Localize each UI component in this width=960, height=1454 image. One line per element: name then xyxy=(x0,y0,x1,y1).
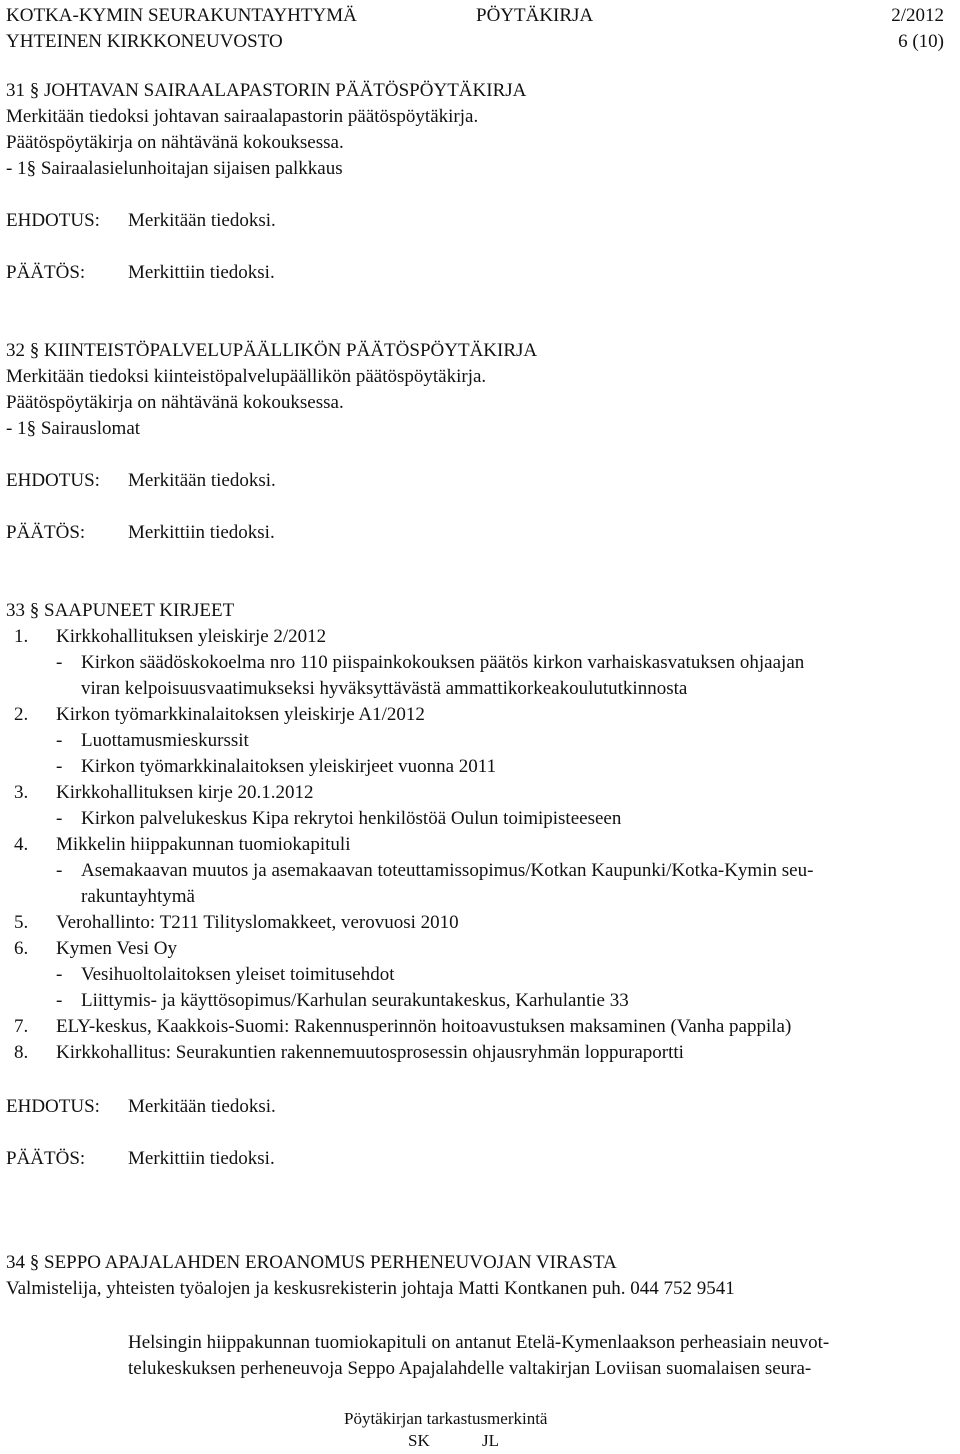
item-text: ELY-keskus, Kaakkois-Suomi: Rakennusperinnön hoitoavustuksen maksaminen (Vanha pappila) xyxy=(56,1016,792,1037)
section-31-ehdotus-text: Merkitään tiedoksi. xyxy=(128,210,276,231)
page-number: 6 (10) xyxy=(898,31,944,52)
item-text: Verohallinto: T211 Tilityslomakkeet, verovuosi 2010 xyxy=(56,912,459,933)
footer-initials-1: SK xyxy=(408,1431,430,1450)
item-number: 8. xyxy=(14,1042,29,1063)
item-number: 4. xyxy=(14,834,29,855)
item-dash: - xyxy=(56,652,63,673)
section-32-line-1: Merkitään tiedoksi kiinteistöpalvelupäällikön päätöspöytäkirja. xyxy=(6,366,487,387)
section-31-ehdotus-label: EHDOTUS: xyxy=(6,210,100,231)
section-34-paragraph-line-2: telukeskuksen perheneuvoja Seppo Apajalahdelle valtakirjan Loviisan suomalaisen seura- xyxy=(128,1358,812,1379)
item-text: Luottamusmieskurssit xyxy=(81,730,249,751)
item-text: Mikkelin hiippakunnan tuomiokapituli xyxy=(56,834,351,855)
item-number: 5. xyxy=(14,912,29,933)
item-dash: - xyxy=(56,964,63,985)
item-number: 2. xyxy=(14,704,29,725)
section-33-title: 33 § SAAPUNEET KIRJEET xyxy=(6,600,235,621)
item-dash: - xyxy=(56,808,63,829)
section-32-paatos-label: PÄÄTÖS: xyxy=(6,522,86,543)
section-31-line-2: Päätöspöytäkirja on nähtävänä kokouksessa. xyxy=(6,132,344,153)
item-text: Asemakaavan muutos ja asemakaavan toteuttamissopimus/Kotkan Kaupunki/Kotka-Kymin seu- xyxy=(81,860,814,881)
section-34-preparer: Valmistelija, yhteisten työalojen ja keskusrekisterin johtaja Matti Kontkanen puh. 044 752 9541 xyxy=(6,1278,735,1299)
section-31-item: - 1§ Sairaalasielunhoitajan sijaisen palkkaus xyxy=(6,158,343,179)
item-dash: - xyxy=(56,990,63,1011)
section-33-ehdotus-text: Merkitään tiedoksi. xyxy=(128,1096,276,1117)
section-32-line-2: Päätöspöytäkirja on nähtävänä kokouksessa. xyxy=(6,392,344,413)
item-number: 1. xyxy=(14,626,29,647)
section-31-line-1: Merkitään tiedoksi johtavan sairaalapastorin päätöspöytäkirja. xyxy=(6,106,479,127)
item-number: 7. xyxy=(14,1016,29,1037)
header-row-1 xyxy=(6,3,950,29)
body-name: YHTEINEN KIRKKONEUVOSTO xyxy=(6,31,283,52)
section-33-paatos-label: PÄÄTÖS: xyxy=(6,1148,86,1169)
item-number: 6. xyxy=(14,938,29,959)
item-text: Kymen Vesi Oy xyxy=(56,938,178,959)
doc-number: 2/2012 xyxy=(891,5,944,26)
item-text: Kirkon työmarkkinalaitoksen yleiskirjeet vuonna 2011 xyxy=(81,756,497,777)
item-dash: - xyxy=(56,730,63,751)
item-text: Vesihuoltolaitoksen yleiset toimitusehdot xyxy=(81,964,395,985)
footer-initials-2: JL xyxy=(482,1431,499,1450)
item-dash: - xyxy=(56,756,63,777)
item-text: Liittymis- ja käyttösopimus/Karhulan seurakuntakeskus, Karhulantie 33 xyxy=(81,990,629,1011)
doc-type: PÖYTÄKIRJA xyxy=(476,5,594,26)
item-number: 3. xyxy=(14,782,29,803)
section-32-title: 32 § KIINTEISTÖPALVELUPÄÄLLIKÖN PÄÄTÖSPÖYTÄKIRJA xyxy=(6,340,538,361)
footer-label: Pöytäkirjan tarkastusmerkintä xyxy=(344,1409,548,1428)
section-31-paatos-label: PÄÄTÖS: xyxy=(6,262,86,283)
section-31-paatos-text: Merkittiin tiedoksi. xyxy=(128,262,275,283)
item-text: Kirkkohallitus: Seurakuntien rakennemuutosprosessin ohjausryhmän loppuraportti xyxy=(56,1042,684,1063)
header-row-2 xyxy=(6,29,950,55)
section-34-paragraph-line-1: Helsingin hiippakunnan tuomiokapituli on antanut Etelä-Kymenlaakson perheasiain neuvot- xyxy=(128,1332,830,1353)
item-text: Kirkkohallituksen yleiskirje 2/2012 xyxy=(56,626,327,647)
section-32-ehdotus-text: Merkitään tiedoksi. xyxy=(128,470,276,491)
section-32-item: - 1§ Sairauslomat xyxy=(6,418,141,439)
section-32-paatos-text: Merkittiin tiedoksi. xyxy=(128,522,275,543)
item-text: Kirkkohallituksen kirje 20.1.2012 xyxy=(56,782,314,803)
org-name: KOTKA-KYMIN SEURAKUNTAYHTYMÄ xyxy=(6,5,357,26)
item-text: Kirkon palvelukeskus Kipa rekrytoi henkilöstöä Oulun toimipisteeseen xyxy=(81,808,622,829)
section-32-ehdotus-label: EHDOTUS: xyxy=(6,470,100,491)
item-dash: - xyxy=(56,860,63,881)
item-text: Kirkon säädöskokoelma nro 110 piispainkokouksen päätös kirkon varhaiskasvatuksen ohjaajan xyxy=(81,652,805,673)
item-text: viran kelpoisuusvaatimukseksi hyväksyttävästä ammattikorkeakoulututkinnosta xyxy=(81,678,688,699)
section-34-title: 34 § SEPPO APAJALAHDEN EROANOMUS PERHENEUVOJAN VIRASTA xyxy=(6,1252,617,1273)
section-33-paatos-text: Merkittiin tiedoksi. xyxy=(128,1148,275,1169)
section-33-ehdotus-label: EHDOTUS: xyxy=(6,1096,100,1117)
item-text: rakuntayhtymä xyxy=(81,886,195,907)
item-text: Kirkon työmarkkinalaitoksen yleiskirje A1/2012 xyxy=(56,704,425,725)
section-31-title: 31 § JOHTAVAN SAIRAALAPASTORIN PÄÄTÖSPÖYTÄKIRJA xyxy=(6,80,527,101)
